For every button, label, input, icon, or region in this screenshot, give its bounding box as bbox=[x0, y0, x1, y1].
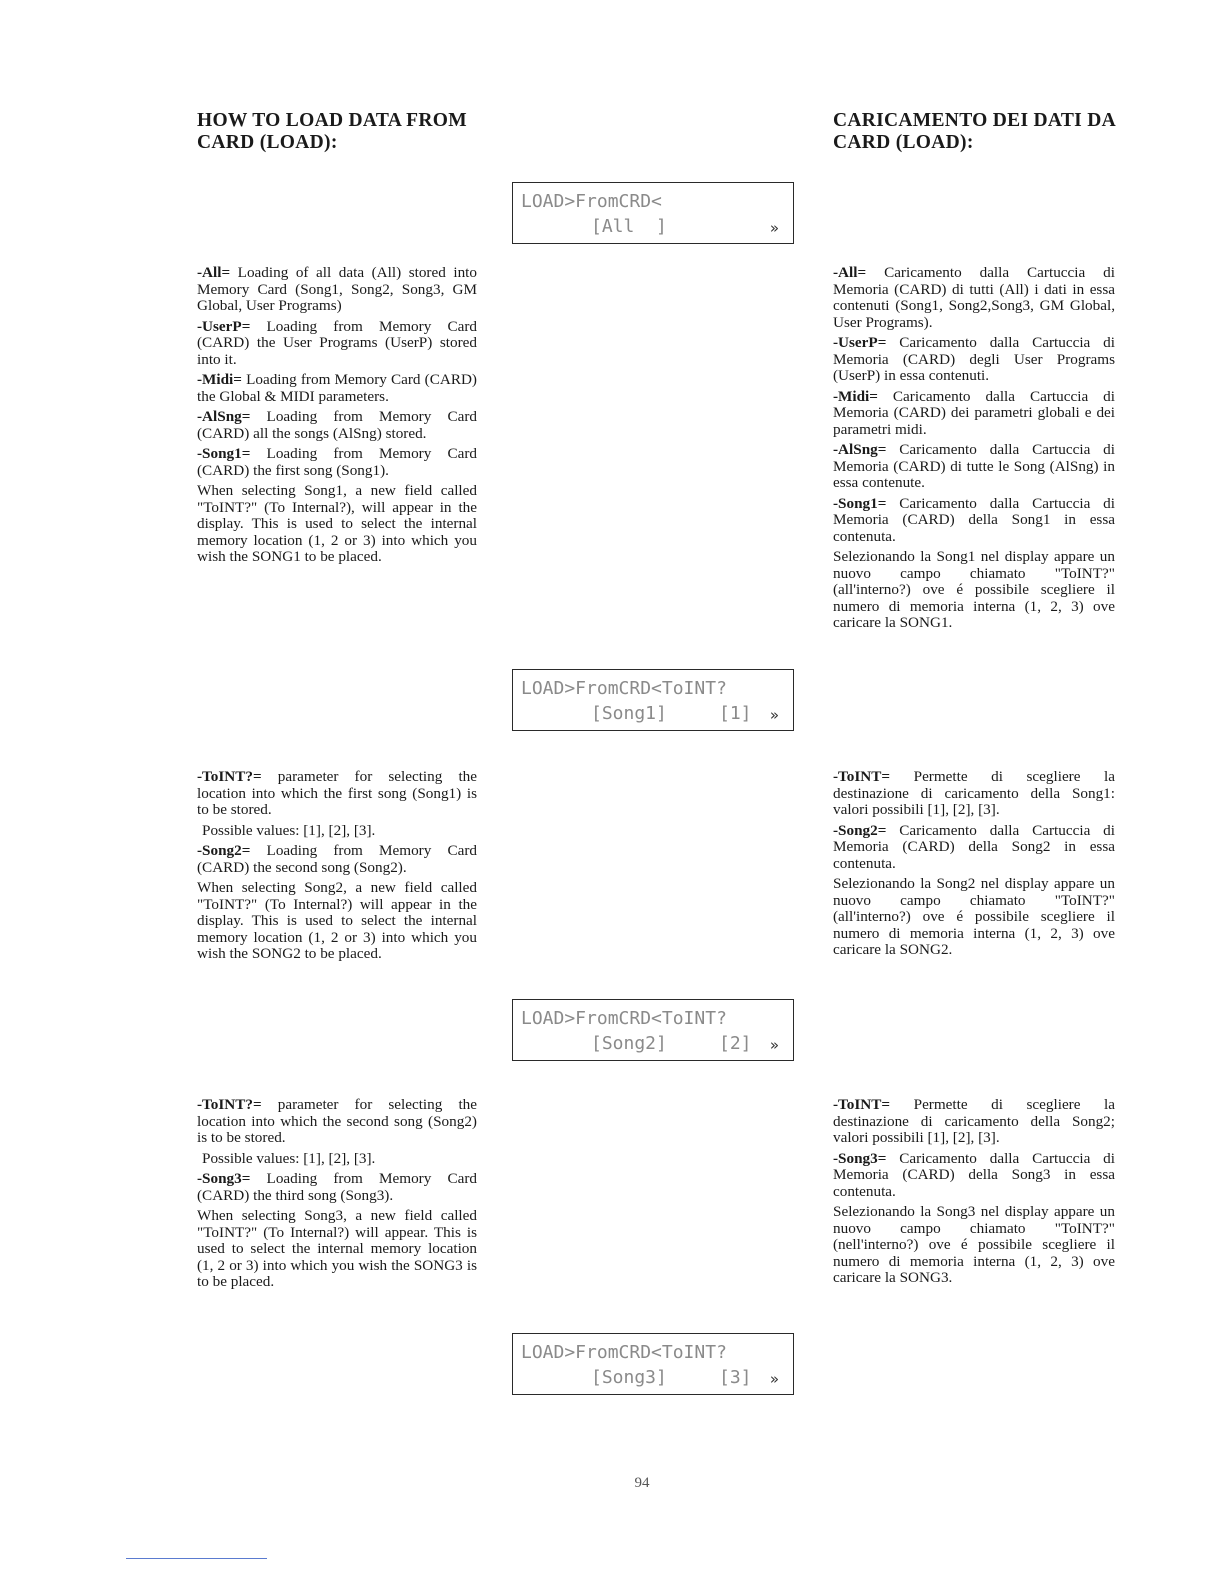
lcd-line1: LOAD>FromCRD<ToINT? bbox=[521, 1342, 727, 1363]
italian-block-3 bbox=[833, 1097, 1115, 1291]
heading-line: HOW TO LOAD DATA FROM bbox=[197, 110, 467, 131]
body-paragraph: When selecting Song3, a new field called "ToINT?" (To Internal?) will appear. This is used to select the internal memory location (1, 2 or 3) into which you wish the SONG3 is to be placed. bbox=[197, 1207, 477, 1290]
next-page-arrow-icon: » bbox=[769, 706, 779, 724]
definition-paragraph: -Song3= Caricamento dalla Cartuccia di Memoria (CARD) della Song3 in essa contenuta. bbox=[833, 1149, 1115, 1200]
lcd-line2-param: [All ] bbox=[591, 216, 667, 237]
heading-line: CARD (LOAD): bbox=[197, 132, 338, 153]
definition-paragraph: -All= Loading of all data (All) stored into Memory Card (Song1, Song2, Song3, GM Global, User Programs) bbox=[197, 264, 477, 314]
definition-paragraph: -Midi= Loading from Memory Card (CARD) the Global & MIDI parameters. bbox=[197, 371, 477, 405]
heading-line: CARD (LOAD): bbox=[833, 132, 974, 153]
italian-block-1 bbox=[833, 265, 1115, 636]
english-block-2 bbox=[197, 769, 477, 967]
lcd-line2-value: [3] bbox=[719, 1367, 752, 1388]
body-paragraph: When selecting Song1, a new field called "ToINT?" (To Internal?), will appear in the display. This is used to select the internal memory location (1, 2 or 3) into which you wish the SONG1 to be placed. bbox=[197, 482, 477, 565]
lcd-display-song1 bbox=[512, 669, 794, 731]
definition-paragraph: -Song1= Loading from Memory Card (CARD) the first song (Song1). bbox=[197, 445, 477, 479]
heading-line: CARICAMENTO DEI DATI DA bbox=[833, 110, 1116, 131]
definition-paragraph: -Midi= Caricamento dalla Cartuccia di Memoria (CARD) dei parametri globali e dei parametri midi. bbox=[833, 387, 1115, 438]
body-paragraph: Selezionando la Song2 nel display appare un nuovo campo chiamato "ToINT?" (all'interno?) ove é possibile scegliere il numero di memoria interna (1, 2, 3) ove caricare la SONG2. bbox=[833, 875, 1115, 958]
definition-paragraph: -AlSng= Caricamento dalla Cartuccia di Memoria (CARD) di tutte le Song (AlSng) in essa contenute. bbox=[833, 441, 1115, 491]
lcd-line2-param: [Song3] bbox=[591, 1367, 667, 1388]
lcd-line1: LOAD>FromCRD< bbox=[521, 191, 662, 212]
lcd-line2-value: [1] bbox=[719, 703, 752, 724]
body-paragraph: When selecting Song2, a new field called "ToINT?" (To Internal?) will appear in the display. This is used to select the internal memory location (1, 2 or 3) into which you wish the SONG2 to be placed. bbox=[197, 879, 477, 962]
lcd-display-all bbox=[512, 182, 794, 244]
english-block-3 bbox=[197, 1097, 477, 1295]
lcd-display-song3 bbox=[512, 1333, 794, 1395]
lcd-display-song2 bbox=[512, 999, 794, 1061]
definition-paragraph: -AlSng= Loading from Memory Card (CARD) all the songs (AlSng) stored. bbox=[197, 408, 477, 442]
next-page-arrow-icon: » bbox=[769, 1370, 779, 1388]
definition-paragraph: -Song2= Caricamento dalla Cartuccia di Memoria (CARD) della Song2 in essa contenuta. bbox=[833, 821, 1115, 872]
definition-paragraph: -ToINT?= parameter for selecting the location into which the second song (Song2) is to be stored. bbox=[197, 1096, 477, 1146]
next-page-arrow-icon: » bbox=[769, 1036, 779, 1054]
english-block-1 bbox=[197, 265, 477, 570]
footer-divider bbox=[126, 1558, 267, 1559]
body-paragraph: Selezionando la Song3 nel display appare un nuovo campo chiamato "ToINT?" (nell'interno?) ove é possibile scegliere il numero di memoria interna (1, 2, 3) ove caricare la SONG3. bbox=[833, 1203, 1115, 1286]
definition-paragraph: -Song2= Loading from Memory Card (CARD) the second song (Song2). bbox=[197, 842, 477, 876]
definition-paragraph: -ToINT= Permette di scegliere la destinazione di caricamento della Song1: valori possibili [1], [2], [3]. bbox=[833, 768, 1115, 818]
definition-paragraph: -UserP= Loading from Memory Card (CARD) the User Programs (UserP) stored into it. bbox=[197, 317, 477, 368]
definition-paragraph: -Song1= Caricamento dalla Cartuccia di Memoria (CARD) della Song1 in essa contenuta. bbox=[833, 494, 1115, 545]
heading-english bbox=[197, 110, 497, 154]
definition-paragraph: -UserP= Caricamento dalla Cartuccia di Memoria (CARD) degli User Programs (UserP) in essa contenuti. bbox=[833, 334, 1115, 384]
lcd-line2-value: [2] bbox=[719, 1033, 752, 1054]
next-page-arrow-icon: » bbox=[769, 219, 779, 237]
values-paragraph: Possible values: [1], [2], [3]. bbox=[202, 821, 376, 839]
values-paragraph: Possible values: [1], [2], [3]. bbox=[202, 1149, 376, 1167]
lcd-line2-param: [Song2] bbox=[591, 1033, 667, 1054]
lcd-line1: LOAD>FromCRD<ToINT? bbox=[521, 1008, 727, 1029]
heading-italian bbox=[833, 110, 1133, 154]
page-number: 94 bbox=[634, 1475, 650, 1491]
definition-paragraph: -ToINT?= parameter for selecting the location into which the first song (Song1) is to be stored. bbox=[197, 768, 477, 818]
definition-paragraph: -ToINT= Permette di scegliere la destinazione di caricamento della Song2; valori possibili [1], [2], [3]. bbox=[833, 1096, 1115, 1146]
definition-paragraph: -All= Caricamento dalla Cartuccia di Memoria (CARD) di tutti (All) i dati in essa contenuti (Song1, Song2,Song3, GM Global, User Programs). bbox=[833, 264, 1115, 331]
lcd-line1: LOAD>FromCRD<ToINT? bbox=[521, 678, 727, 699]
lcd-line2-param: [Song1] bbox=[591, 703, 667, 724]
body-paragraph: Selezionando la Song1 nel display appare un nuovo campo chiamato "ToINT?" (all'interno?) ove é possibile scegliere il numero di memoria interna (1, 2, 3) ove caricare la SONG1. bbox=[833, 548, 1115, 631]
definition-paragraph: -Song3= Loading from Memory Card (CARD) the third song (Song3). bbox=[197, 1170, 477, 1204]
italian-block-2 bbox=[833, 769, 1115, 963]
